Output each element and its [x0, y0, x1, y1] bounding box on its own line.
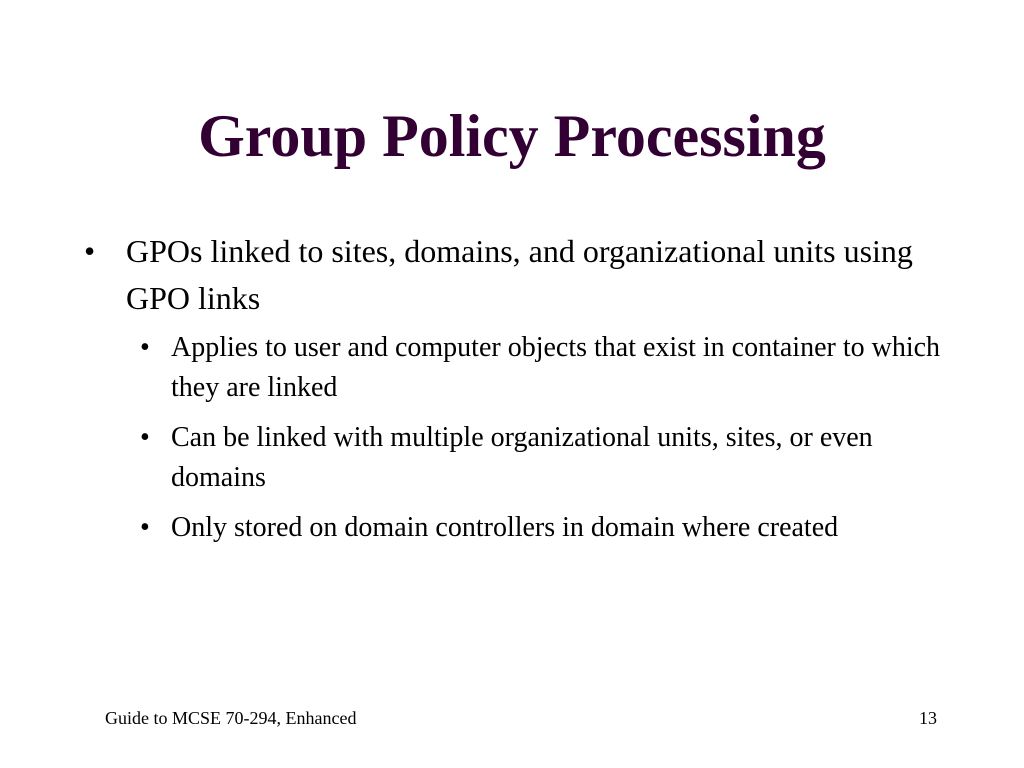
sub-bullet-item — [84, 508, 944, 548]
sub-bullet-text: Applies to user and computer objects that exist in container to which they are linked — [171, 332, 941, 403]
sub-bullet-icon: • — [140, 512, 150, 543]
sub-bullet-icon: • — [140, 332, 150, 363]
sub-bullet-list — [84, 328, 944, 548]
sub-bullet-item — [84, 418, 944, 498]
bullet-list — [84, 228, 944, 558]
sub-bullet-text: Can be linked with multiple organizational units, sites, or even domains — [171, 422, 873, 493]
footer-course-title: Guide to MCSE 70-294, Enhanced — [105, 708, 357, 728]
sub-bullet-item — [84, 328, 944, 408]
slide-title: Group Policy Processing — [198, 103, 826, 169]
sub-bullet-group — [84, 328, 944, 548]
bullet-icon: • — [84, 233, 96, 269]
bullet-text: GPOs linked to sites, domains, and organizational units using GPO links — [126, 233, 913, 316]
sub-bullet-icon: • — [140, 422, 150, 453]
bullet-item — [84, 228, 944, 322]
footer-page-number: 13 — [919, 708, 937, 728]
sub-bullet-text: Only stored on domain controllers in domain where created — [171, 512, 839, 543]
